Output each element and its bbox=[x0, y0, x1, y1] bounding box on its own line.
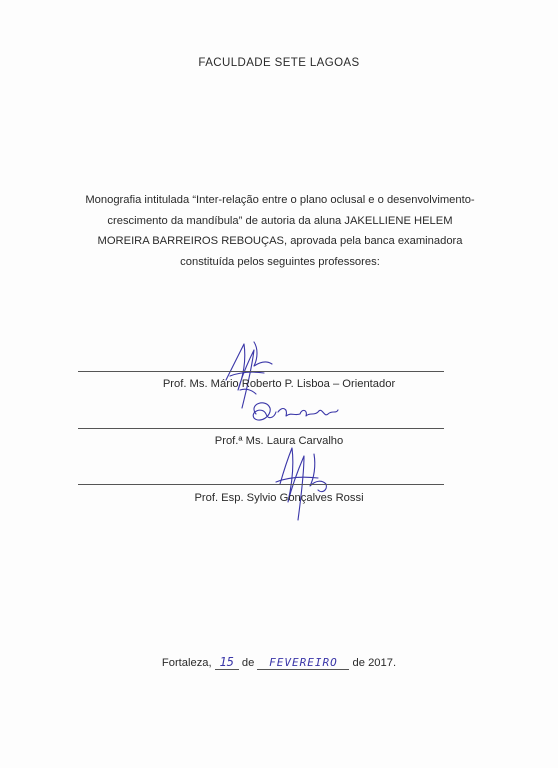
statement-line: constituída pelos seguintes professores: bbox=[180, 255, 380, 268]
month-field: FEVEREIRO bbox=[257, 656, 349, 670]
city: Fortaleza, bbox=[161, 657, 212, 669]
committee-member-1: Prof. Ms. Mário Roberto P. Lisboa – Orientador bbox=[162, 378, 396, 390]
approval-statement bbox=[60, 190, 500, 272]
statement-line: MOREIRA BARREIROS REBOUÇAS, aprovada pela banca examinadora bbox=[97, 235, 463, 248]
signature-2 bbox=[244, 396, 344, 432]
date-connector: de bbox=[241, 657, 255, 669]
committee-member-3: Prof. Esp. Sylvio Gonçalves Rossi bbox=[194, 492, 364, 504]
statement-line: crescimento da mandíbula” de autoria da aluna JAKELLIENE HELEM bbox=[107, 214, 453, 227]
statement-line: Monografia intitulada “Inter-relação entre o plano oclusal e o desenvolvimento- bbox=[85, 194, 475, 206]
date-line bbox=[0, 656, 558, 670]
year-text: de 2017. bbox=[352, 657, 397, 669]
day-field: 15 bbox=[215, 656, 239, 670]
signature-3 bbox=[270, 440, 340, 530]
institution-name: FACULDADE SETE LAGOAS bbox=[198, 57, 360, 69]
committee-member-2: Prof.ª Ms. Laura Carvalho bbox=[214, 435, 344, 447]
signature-line-3 bbox=[78, 484, 444, 485]
signature-line-1 bbox=[78, 371, 444, 372]
signature-line-2 bbox=[78, 428, 444, 429]
